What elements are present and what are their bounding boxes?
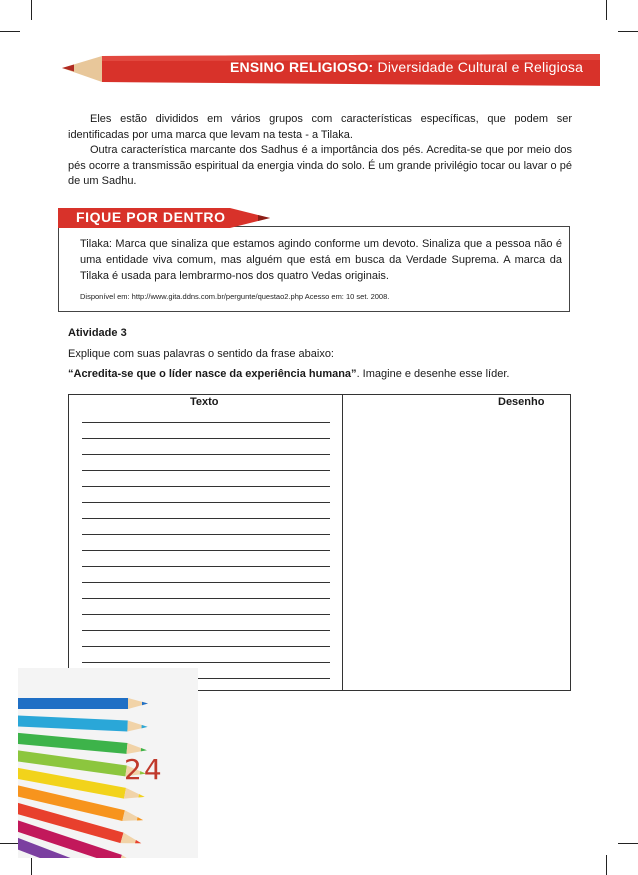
writing-line[interactable] [82,534,330,535]
source-citation: Disponível em: http://www.gita.ddns.com.br/pergunte/questao2.php Acesso em: 10 set. 2008. [80,292,390,301]
crop-mark [606,855,607,875]
writing-line[interactable] [82,550,330,551]
activity-title: Atividade 3 [68,327,127,339]
crop-mark [618,843,638,844]
crop-mark [31,0,32,20]
writing-line[interactable] [82,518,330,519]
writing-line[interactable] [82,470,330,471]
writing-line[interactable] [82,582,330,583]
fique-label: FIQUE POR DENTRO [76,209,226,225]
body-paragraph-2: Outra característica marcante dos Sadhus é a importância dos pés. Acredita-se que por meio dos pés ocorre a transmissão espiritual da energia vinda do solo. É um grande privilégio tocar ou lavar o pé de um Sadhu. [68,144,572,187]
grid-divider [342,394,343,691]
writing-line[interactable] [82,438,330,439]
pencil [18,698,148,709]
writing-line[interactable] [82,502,330,503]
header-title: ENSINO RELIGIOSO: Diversidade Cultural e Religiosa [230,59,584,75]
activity-instruction: Explique com suas palavras o sentido da frase abaixo: [68,348,334,360]
writing-line[interactable] [82,614,330,615]
info-box-text: Tilaka: Marca que sinaliza que estamos agindo conforme um devoto. Sinaliza que a pessoa não é uma entidade viva comum, mas alguém que está em busca da Verdade Suprema. A marca da Tilaka é usada para lembrarmo-nos dos quatro Vedas originais. [80,238,562,282]
col-desenho-header: Desenho [498,396,545,408]
writing-line[interactable] [82,422,330,423]
colored-pencils-illustration [18,668,198,858]
col-texto-header: Texto [190,396,219,408]
writing-line[interactable] [82,646,330,647]
crop-mark [618,31,638,32]
writing-line[interactable] [82,630,330,631]
page-number: 24 [124,753,164,786]
activity-quote-line [68,368,509,380]
activity-quote: “Acredita-se que o líder nasce da experiência humana” [68,368,357,380]
activity-instruction-2: . Imagine e desenhe esse líder. [356,368,510,380]
writing-line[interactable] [82,454,330,455]
writing-line[interactable] [82,566,330,567]
body-paragraph-1: Eles estão divididos em vários grupos com características específicas, que podem ser identificadas por uma marca que levam na testa - a Tilaka. [68,113,572,141]
crop-mark [606,0,607,20]
writing-line[interactable] [82,598,330,599]
crop-mark [0,843,20,844]
crop-mark [0,31,20,32]
writing-line[interactable] [82,486,330,487]
writing-line[interactable] [82,662,330,663]
crop-mark [31,855,32,875]
